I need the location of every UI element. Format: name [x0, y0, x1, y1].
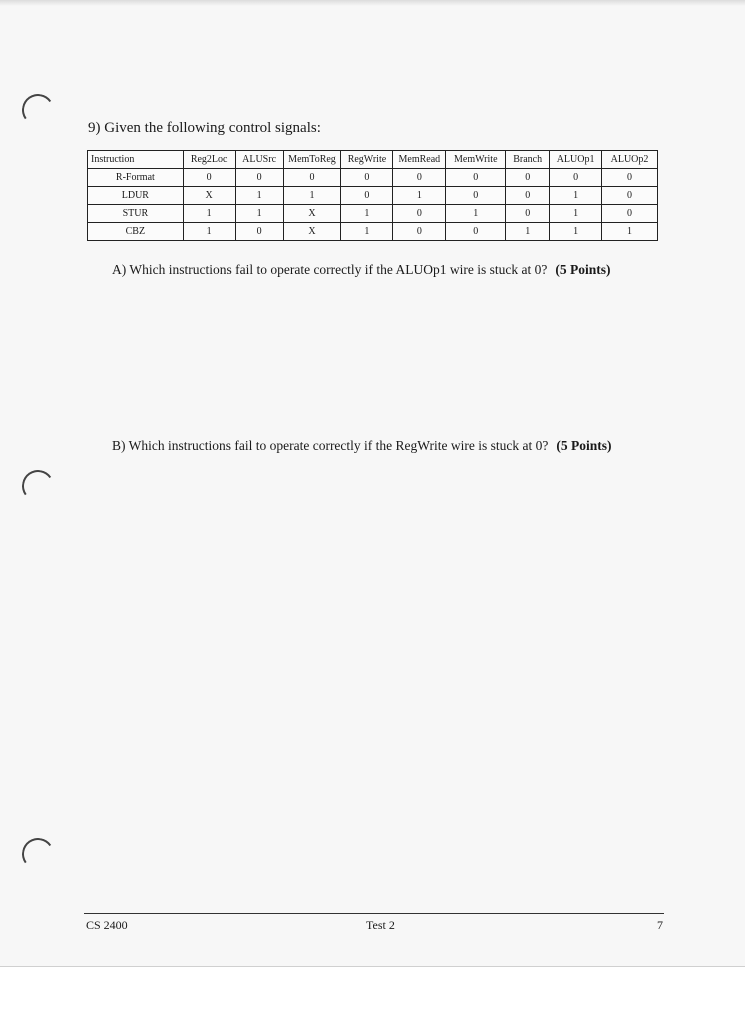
column-header: Branch — [506, 151, 550, 169]
signal-cell: 1 — [183, 223, 235, 241]
instruction-cell: STUR — [88, 205, 184, 223]
signal-cell: 0 — [235, 223, 283, 241]
question-heading: 9) Given the following control signals: — [88, 120, 321, 136]
signal-cell: 0 — [506, 205, 550, 223]
punch-hole-icon — [19, 91, 56, 128]
signal-cell: 1 — [235, 205, 283, 223]
signal-cell: 0 — [550, 169, 602, 187]
signal-cell: 0 — [183, 169, 235, 187]
column-header: MemWrite — [446, 151, 506, 169]
signal-cell: 1 — [393, 187, 446, 205]
question-b-text: B) Which instructions fail to operate correctly if the RegWrite wire is stuck at 0? — [112, 438, 549, 453]
signal-cell: 0 — [602, 169, 658, 187]
signal-cell: 0 — [446, 169, 506, 187]
column-header: ALUOp2 — [602, 151, 658, 169]
punch-hole-icon — [19, 835, 56, 872]
signal-cell: 1 — [550, 223, 602, 241]
signal-cell: 0 — [602, 205, 658, 223]
footer-test-name: Test 2 — [366, 918, 395, 932]
scan-top-edge — [0, 0, 745, 6]
column-header: Instruction — [88, 151, 184, 169]
column-header: ALUSrc — [235, 151, 283, 169]
signal-cell: 0 — [506, 169, 550, 187]
signal-cell: 1 — [550, 205, 602, 223]
question-a-points: (5 Points) — [555, 262, 611, 277]
signal-cell: 0 — [393, 223, 446, 241]
footer-course: CS 2400 — [86, 918, 128, 932]
signal-cell: 1 — [341, 223, 393, 241]
signal-cell: X — [283, 223, 341, 241]
signal-cell: 0 — [341, 187, 393, 205]
signal-cell: 0 — [235, 169, 283, 187]
column-header: MemToReg — [283, 151, 341, 169]
signal-cell: 1 — [341, 205, 393, 223]
signal-cell: 1 — [602, 223, 658, 241]
column-header: Reg2Loc — [183, 151, 235, 169]
signal-cell: 1 — [550, 187, 602, 205]
signal-cell: 1 — [283, 187, 341, 205]
signal-cell: X — [283, 205, 341, 223]
instruction-cell: R-Format — [88, 169, 184, 187]
question-part-a — [112, 262, 611, 278]
table-row — [88, 187, 658, 205]
signal-cell: 1 — [506, 223, 550, 241]
table-row — [88, 205, 658, 223]
signal-cell: 0 — [393, 169, 446, 187]
table-row — [88, 169, 658, 187]
question-a-text: A) Which instructions fail to operate correctly if the ALUOp1 wire is stuck at 0? — [112, 262, 548, 277]
punch-hole-icon — [19, 467, 56, 504]
footer-page-number: 7 — [657, 918, 663, 932]
signal-cell: 0 — [393, 205, 446, 223]
signal-cell: 0 — [506, 187, 550, 205]
scan-bottom-margin — [0, 966, 745, 1025]
footer-divider — [84, 913, 664, 914]
signal-cell: 1 — [446, 205, 506, 223]
signal-cell: 0 — [446, 223, 506, 241]
column-header: RegWrite — [341, 151, 393, 169]
instruction-cell: LDUR — [88, 187, 184, 205]
signal-cell: 0 — [602, 187, 658, 205]
table-header-row — [88, 151, 658, 169]
instruction-cell: CBZ — [88, 223, 184, 241]
signal-cell: 1 — [235, 187, 283, 205]
signal-cell: X — [183, 187, 235, 205]
question-b-points: (5 Points) — [556, 438, 612, 453]
signal-cell: 1 — [183, 205, 235, 223]
signal-cell: 0 — [341, 169, 393, 187]
table-row — [88, 223, 658, 241]
question-part-b — [112, 438, 611, 454]
signal-cell: 0 — [446, 187, 506, 205]
column-header: ALUOp1 — [550, 151, 602, 169]
column-header: MemRead — [393, 151, 446, 169]
signal-cell: 0 — [283, 169, 341, 187]
control-signals-table — [87, 150, 658, 241]
